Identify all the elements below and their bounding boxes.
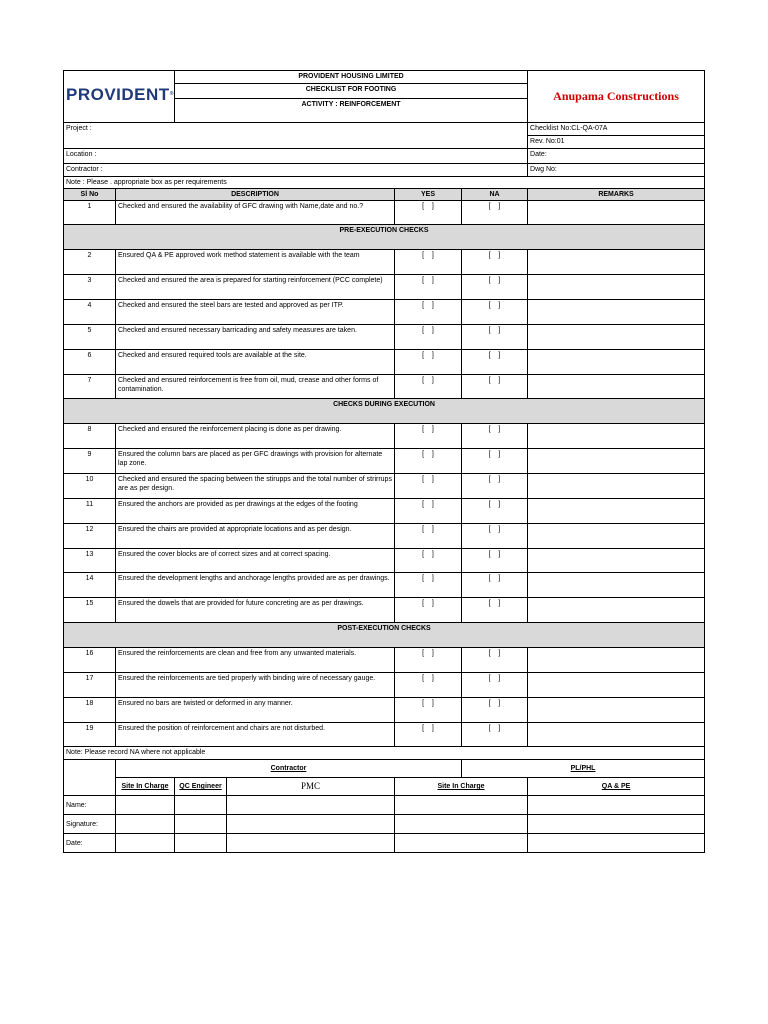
item-description: Ensured the anchors are provided as per drawings at the edges of the footing xyxy=(116,499,395,524)
item-description: Ensured the position of reinforcement and chairs are not disturbed. xyxy=(116,723,395,747)
checklist-row xyxy=(64,723,705,747)
na-checkbox[interactable]: [ ] xyxy=(462,424,528,449)
yes-checkbox[interactable]: [ ] xyxy=(395,275,462,300)
na-checkbox[interactable]: [ ] xyxy=(462,648,528,673)
remarks-cell[interactable] xyxy=(528,698,705,723)
checklist-no: Checklist No:CL-QA-07A xyxy=(528,123,705,136)
item-number: 18 xyxy=(64,698,116,723)
checklist-sheet xyxy=(63,70,704,853)
remarks-cell[interactable] xyxy=(528,275,705,300)
signoff-name-row xyxy=(64,796,705,815)
project-field: Project : xyxy=(64,123,528,149)
section-header-during xyxy=(64,399,705,424)
item-description: Ensured the development lengths and anchorage lengths provided are as per drawings. xyxy=(116,573,395,598)
remarks-cell[interactable] xyxy=(528,499,705,524)
site-in-charge-2-header: Site In Charge xyxy=(395,778,528,796)
na-checkbox[interactable]: [ ] xyxy=(462,499,528,524)
yes-checkbox[interactable]: [ ] xyxy=(395,325,462,350)
name-site-in-charge[interactable] xyxy=(116,796,175,815)
col-remarks: REMARKS xyxy=(528,189,705,201)
signature-label: Signature: xyxy=(64,815,116,834)
yes-checkbox[interactable]: [ ] xyxy=(395,449,462,474)
na-checkbox[interactable]: [ ] xyxy=(462,598,528,623)
date-site-in-charge-2[interactable] xyxy=(395,834,528,853)
yes-checkbox[interactable]: [ ] xyxy=(395,350,462,375)
date-qc-engineer[interactable] xyxy=(175,834,227,853)
na-checkbox[interactable]: [ ] xyxy=(462,300,528,325)
footer-note: Note: Please record NA where not applicable xyxy=(64,747,705,760)
remarks-cell[interactable] xyxy=(528,350,705,375)
contractor-field: Contractor : xyxy=(64,164,528,177)
col-description: DESCRIPTION xyxy=(116,189,395,201)
checklist-row xyxy=(64,325,705,350)
sig-qc-engineer[interactable] xyxy=(175,815,227,834)
na-checkbox[interactable]: [ ] xyxy=(462,375,528,399)
item-number: 8 xyxy=(64,424,116,449)
checklist-row xyxy=(64,424,705,449)
date-pmc[interactable] xyxy=(227,834,395,853)
signoff-label-blank xyxy=(64,760,116,796)
na-checkbox[interactable]: [ ] xyxy=(462,723,528,747)
yes-checkbox[interactable]: [ ] xyxy=(395,300,462,325)
item-number: 15 xyxy=(64,598,116,623)
item-description: Checked and ensured the steel bars are tested and approved as per ITP. xyxy=(116,300,395,325)
rev-no: Rev. No:01 xyxy=(528,136,705,149)
yes-checkbox[interactable]: [ ] xyxy=(395,549,462,573)
name-site-in-charge-2[interactable] xyxy=(395,796,528,815)
yes-checkbox[interactable]: [ ] xyxy=(395,250,462,275)
section-title: CHECKS DURING EXECUTION xyxy=(64,399,705,424)
na-checkbox[interactable]: [ ] xyxy=(462,250,528,275)
na-checkbox[interactable]: [ ] xyxy=(462,524,528,549)
note-line: Note : Please . appropriate box as per requirements xyxy=(64,177,705,189)
remarks-cell[interactable] xyxy=(528,673,705,698)
col-na: NA xyxy=(462,189,528,201)
date-qa-pe[interactable] xyxy=(528,834,705,853)
section-header-pre xyxy=(64,225,705,250)
item-number: 16 xyxy=(64,648,116,673)
site-in-charge-header: Site In Charge xyxy=(116,778,175,796)
item-description: Checked and ensured required tools are available at the site. xyxy=(116,350,395,375)
item-number: 1 xyxy=(64,201,116,225)
checklist-row xyxy=(64,598,705,623)
qa-pe-header: QA & PE xyxy=(528,778,705,796)
na-checkbox[interactable]: [ ] xyxy=(462,549,528,573)
item-number: 9 xyxy=(64,449,116,474)
checklist-row xyxy=(64,474,705,499)
remarks-cell[interactable] xyxy=(528,524,705,549)
checklist-row xyxy=(64,350,705,375)
checklist-row xyxy=(64,549,705,573)
yes-checkbox[interactable]: [ ] xyxy=(395,648,462,673)
remarks-cell[interactable] xyxy=(528,598,705,623)
name-qc-engineer[interactable] xyxy=(175,796,227,815)
checklist-body xyxy=(64,201,705,747)
item-number: 7 xyxy=(64,375,116,399)
remarks-cell[interactable] xyxy=(528,648,705,673)
item-description: Ensured no bars are twisted or deformed in any manner. xyxy=(116,698,395,723)
remarks-cell[interactable] xyxy=(528,449,705,474)
date-label: Date: xyxy=(64,834,116,853)
sig-pmc[interactable] xyxy=(227,815,395,834)
remarks-cell[interactable] xyxy=(528,424,705,449)
item-description: Ensured QA & PE approved work method statement is available with the team xyxy=(116,250,395,275)
na-checkbox[interactable]: [ ] xyxy=(462,474,528,499)
checklist-title: CHECKLIST FOR FOOTING xyxy=(175,84,528,99)
sig-qa-pe[interactable] xyxy=(528,815,705,834)
yes-checkbox[interactable]: [ ] xyxy=(395,698,462,723)
checklist-row xyxy=(64,449,705,474)
na-checkbox[interactable]: [ ] xyxy=(462,201,528,225)
checklist-table xyxy=(63,70,705,853)
remarks-cell[interactable] xyxy=(528,375,705,399)
remarks-cell[interactable] xyxy=(528,300,705,325)
na-checkbox[interactable]: [ ] xyxy=(462,573,528,598)
yes-checkbox[interactable]: [ ] xyxy=(395,375,462,399)
item-description: Ensured the reinforcements are tied properly with binding wire of necessary gauge. xyxy=(116,673,395,698)
section-title: POST-EXECUTION CHECKS xyxy=(64,623,705,648)
item-description: Ensured the reinforcements are clean and free from any unwanted materials. xyxy=(116,648,395,673)
yes-checkbox[interactable]: [ ] xyxy=(395,524,462,549)
location-field: Location : xyxy=(64,149,528,164)
yes-checkbox[interactable]: [ ] xyxy=(395,573,462,598)
name-label: Name: xyxy=(64,796,116,815)
yes-checkbox[interactable]: [ ] xyxy=(395,598,462,623)
signoff-date-row xyxy=(64,834,705,853)
qc-engineer-header: QC Engineer xyxy=(175,778,227,796)
remarks-cell[interactable] xyxy=(528,573,705,598)
remarks-cell[interactable] xyxy=(528,549,705,573)
company-name: Anupama Constructions xyxy=(528,71,705,123)
item-description: Checked and ensured the availability of GFC drawing with Name,date and no.? xyxy=(116,201,395,225)
item-number: 11 xyxy=(64,499,116,524)
item-number: 3 xyxy=(64,275,116,300)
section-header-post xyxy=(64,623,705,648)
item-number: 19 xyxy=(64,723,116,747)
checklist-row xyxy=(64,698,705,723)
pl-phl-group: PL/PHL xyxy=(462,760,705,778)
pmc-header: PMC xyxy=(227,778,395,796)
name-qa-pe[interactable] xyxy=(528,796,705,815)
name-pmc[interactable] xyxy=(227,796,395,815)
yes-checkbox[interactable]: [ ] xyxy=(395,424,462,449)
item-number: 13 xyxy=(64,549,116,573)
remarks-cell[interactable] xyxy=(528,723,705,747)
na-checkbox[interactable]: [ ] xyxy=(462,673,528,698)
item-number: 5 xyxy=(64,325,116,350)
item-number: 10 xyxy=(64,474,116,499)
checklist-row xyxy=(64,201,705,225)
yes-checkbox[interactable]: [ ] xyxy=(395,673,462,698)
na-checkbox[interactable]: [ ] xyxy=(462,449,528,474)
na-checkbox[interactable]: [ ] xyxy=(462,350,528,375)
item-description: Ensured the column bars are placed as per GFC drawings with provision for alternate lap zone. xyxy=(116,449,395,474)
dwg-no-field: Dwg No: xyxy=(528,164,705,177)
checklist-row xyxy=(64,524,705,549)
sig-site-in-charge-2[interactable] xyxy=(395,815,528,834)
remarks-cell[interactable] xyxy=(528,474,705,499)
item-description: Checked and ensured reinforcement is free from oil, mud, crease and other forms of contamination. xyxy=(116,375,395,399)
item-number: 12 xyxy=(64,524,116,549)
item-description: Ensured the cover blocks are of correct sizes and at correct spacing. xyxy=(116,549,395,573)
item-number: 17 xyxy=(64,673,116,698)
date-site-in-charge[interactable] xyxy=(116,834,175,853)
remarks-cell[interactable] xyxy=(528,250,705,275)
signoff-signature-row xyxy=(64,815,705,834)
checklist-row xyxy=(64,275,705,300)
section-title: PRE-EXECUTION CHECKS xyxy=(64,225,705,250)
remarks-cell[interactable] xyxy=(528,201,705,225)
item-description: Ensured the chairs are provided at appropriate locations and as per design. xyxy=(116,524,395,549)
yes-checkbox[interactable]: [ ] xyxy=(395,474,462,499)
sig-site-in-charge[interactable] xyxy=(116,815,175,834)
checklist-row xyxy=(64,250,705,275)
logo-cell xyxy=(64,71,175,123)
item-number: 2 xyxy=(64,250,116,275)
checklist-row xyxy=(64,648,705,673)
date-field: Date: xyxy=(528,149,705,164)
item-number: 6 xyxy=(64,350,116,375)
remarks-cell[interactable] xyxy=(528,325,705,350)
item-number: 4 xyxy=(64,300,116,325)
checklist-row xyxy=(64,573,705,598)
item-description: Checked and ensured necessary barricading and safety measures are taken. xyxy=(116,325,395,350)
provident-logo: PROVIDENT® xyxy=(66,85,174,104)
checklist-row xyxy=(64,300,705,325)
item-description: Ensured the dowels that are provided for future concreting are as per drawings. xyxy=(116,598,395,623)
item-description: Checked and ensured the area is prepared for starting reinforcement (PCC complete) xyxy=(116,275,395,300)
yes-checkbox[interactable]: [ ] xyxy=(395,723,462,747)
checklist-row xyxy=(64,375,705,399)
na-checkbox[interactable]: [ ] xyxy=(462,275,528,300)
yes-checkbox[interactable]: [ ] xyxy=(395,499,462,524)
yes-checkbox[interactable]: [ ] xyxy=(395,201,462,225)
na-checkbox[interactable]: [ ] xyxy=(462,325,528,350)
checklist-row xyxy=(64,673,705,698)
contractor-group: Contractor xyxy=(116,760,462,778)
org-name: PROVIDENT HOUSING LIMITED xyxy=(175,71,528,84)
item-description: Checked and ensured the reinforcement placing is done as per drawing. xyxy=(116,424,395,449)
item-number: 14 xyxy=(64,573,116,598)
item-description: Checked and ensured the spacing between the stirupps and the total number of strirrups are as per design. xyxy=(116,474,395,499)
col-sl: Sl No xyxy=(64,189,116,201)
na-checkbox[interactable]: [ ] xyxy=(462,698,528,723)
checklist-row xyxy=(64,499,705,524)
activity-title: ACTIVITY : REINFORCEMENT xyxy=(175,99,528,123)
col-yes: YES xyxy=(395,189,462,201)
